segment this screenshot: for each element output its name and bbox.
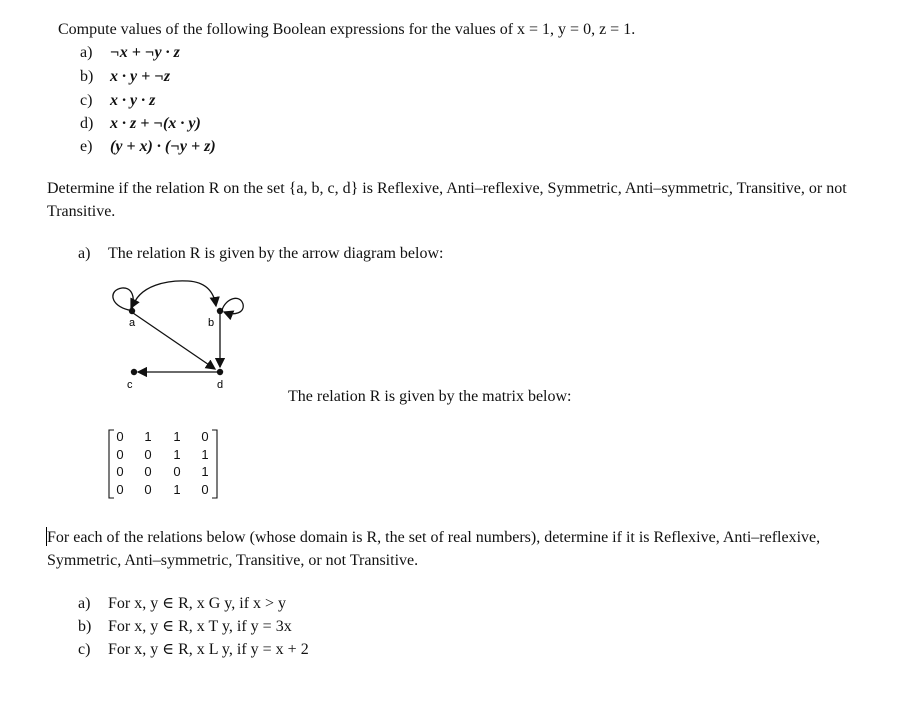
matrix-cell: 0 [201, 429, 209, 444]
relation-intro: Determine if the relation R on the set {a, b, c, d} is Reflexive, Anti–reflexive, Symmetric, Anti–symmetric, Transitive, or not Transitive. [47, 180, 847, 220]
node-a [129, 308, 135, 314]
matrix-cell: 1 [201, 464, 209, 479]
real-relation-a [78, 594, 286, 614]
node-d [217, 369, 223, 375]
loop-a [113, 288, 133, 310]
real-relation-b [78, 617, 292, 637]
node-c [131, 369, 137, 375]
boolean-item-b [80, 67, 170, 87]
boolean-item-d [80, 114, 201, 134]
relation-matrix [108, 426, 218, 502]
matrix-cell: 1 [144, 429, 152, 444]
node-label-a: a [129, 317, 136, 329]
boolean-item-c [80, 91, 155, 111]
matrix-cell: 0 [116, 464, 124, 479]
matrix-cell: 0 [201, 482, 209, 497]
boolean-item-e [80, 137, 216, 157]
item-label: c) [78, 641, 91, 658]
relation-text: For x, y ∈ R, x G y, if x > y [108, 595, 287, 612]
matrix-cell: 0 [116, 447, 124, 462]
relation-text: For x, y ∈ R, x T y, if y = 3x [108, 618, 292, 635]
part-a-text: The relation R is given by the arrow diagram below: [108, 245, 444, 262]
expression: x · z + ¬(x · y) [110, 115, 201, 132]
real-relations-intro: For each of the relations below (whose domain is R, the set of real numbers), determine if it is Reflexive, Anti–reflexive, Symmetric, Anti–symmetric, Transitive, or not Transitive. [47, 529, 821, 569]
item-label: b) [78, 618, 92, 635]
item-label: b) [80, 68, 94, 85]
expression: x · y · z [110, 92, 156, 109]
matrix-cell: 0 [144, 447, 152, 462]
part-a-label: a) [78, 245, 91, 262]
arrow-diagram [100, 276, 260, 396]
item-label: e) [80, 138, 93, 155]
item-label: d) [80, 115, 94, 132]
expression: ¬x + ¬y · z [110, 44, 180, 61]
relation-text: For x, y ∈ R, x L y, if y = x + 2 [108, 641, 309, 658]
item-label: a) [80, 44, 93, 61]
loop-b [222, 298, 243, 313]
matrix-cell: 0 [144, 482, 152, 497]
boolean-item-a [80, 43, 180, 63]
part-a [78, 244, 443, 264]
edge-a-b [132, 281, 216, 309]
matrix-cell: 1 [173, 482, 181, 497]
matrix-cell: 0 [144, 464, 152, 479]
matrix-cell: 1 [173, 429, 181, 444]
boolean-intro: Compute values of the following Boolean expressions for the values of x = 1, y = 0, z = 1. [58, 21, 636, 38]
expression: x · y + ¬z [110, 68, 171, 85]
matrix-cell: 1 [201, 447, 209, 462]
node-label-d: d [217, 379, 224, 391]
matrix-cell: 0 [173, 464, 181, 479]
edge-a-d [133, 313, 215, 369]
matrix-cell: 0 [116, 482, 124, 497]
item-label: c) [80, 92, 93, 109]
item-label: a) [78, 595, 91, 612]
matrix-cell: 0 [116, 429, 124, 444]
real-relation-c [78, 640, 309, 660]
node-label-c: c [127, 379, 133, 391]
expression: (y + x) · (¬y + z) [110, 138, 216, 155]
node-label-b: b [208, 317, 215, 329]
node-b [217, 308, 223, 314]
matrix-cell: 1 [173, 447, 181, 462]
matrix-caption: The relation R is given by the matrix below: [288, 388, 572, 405]
